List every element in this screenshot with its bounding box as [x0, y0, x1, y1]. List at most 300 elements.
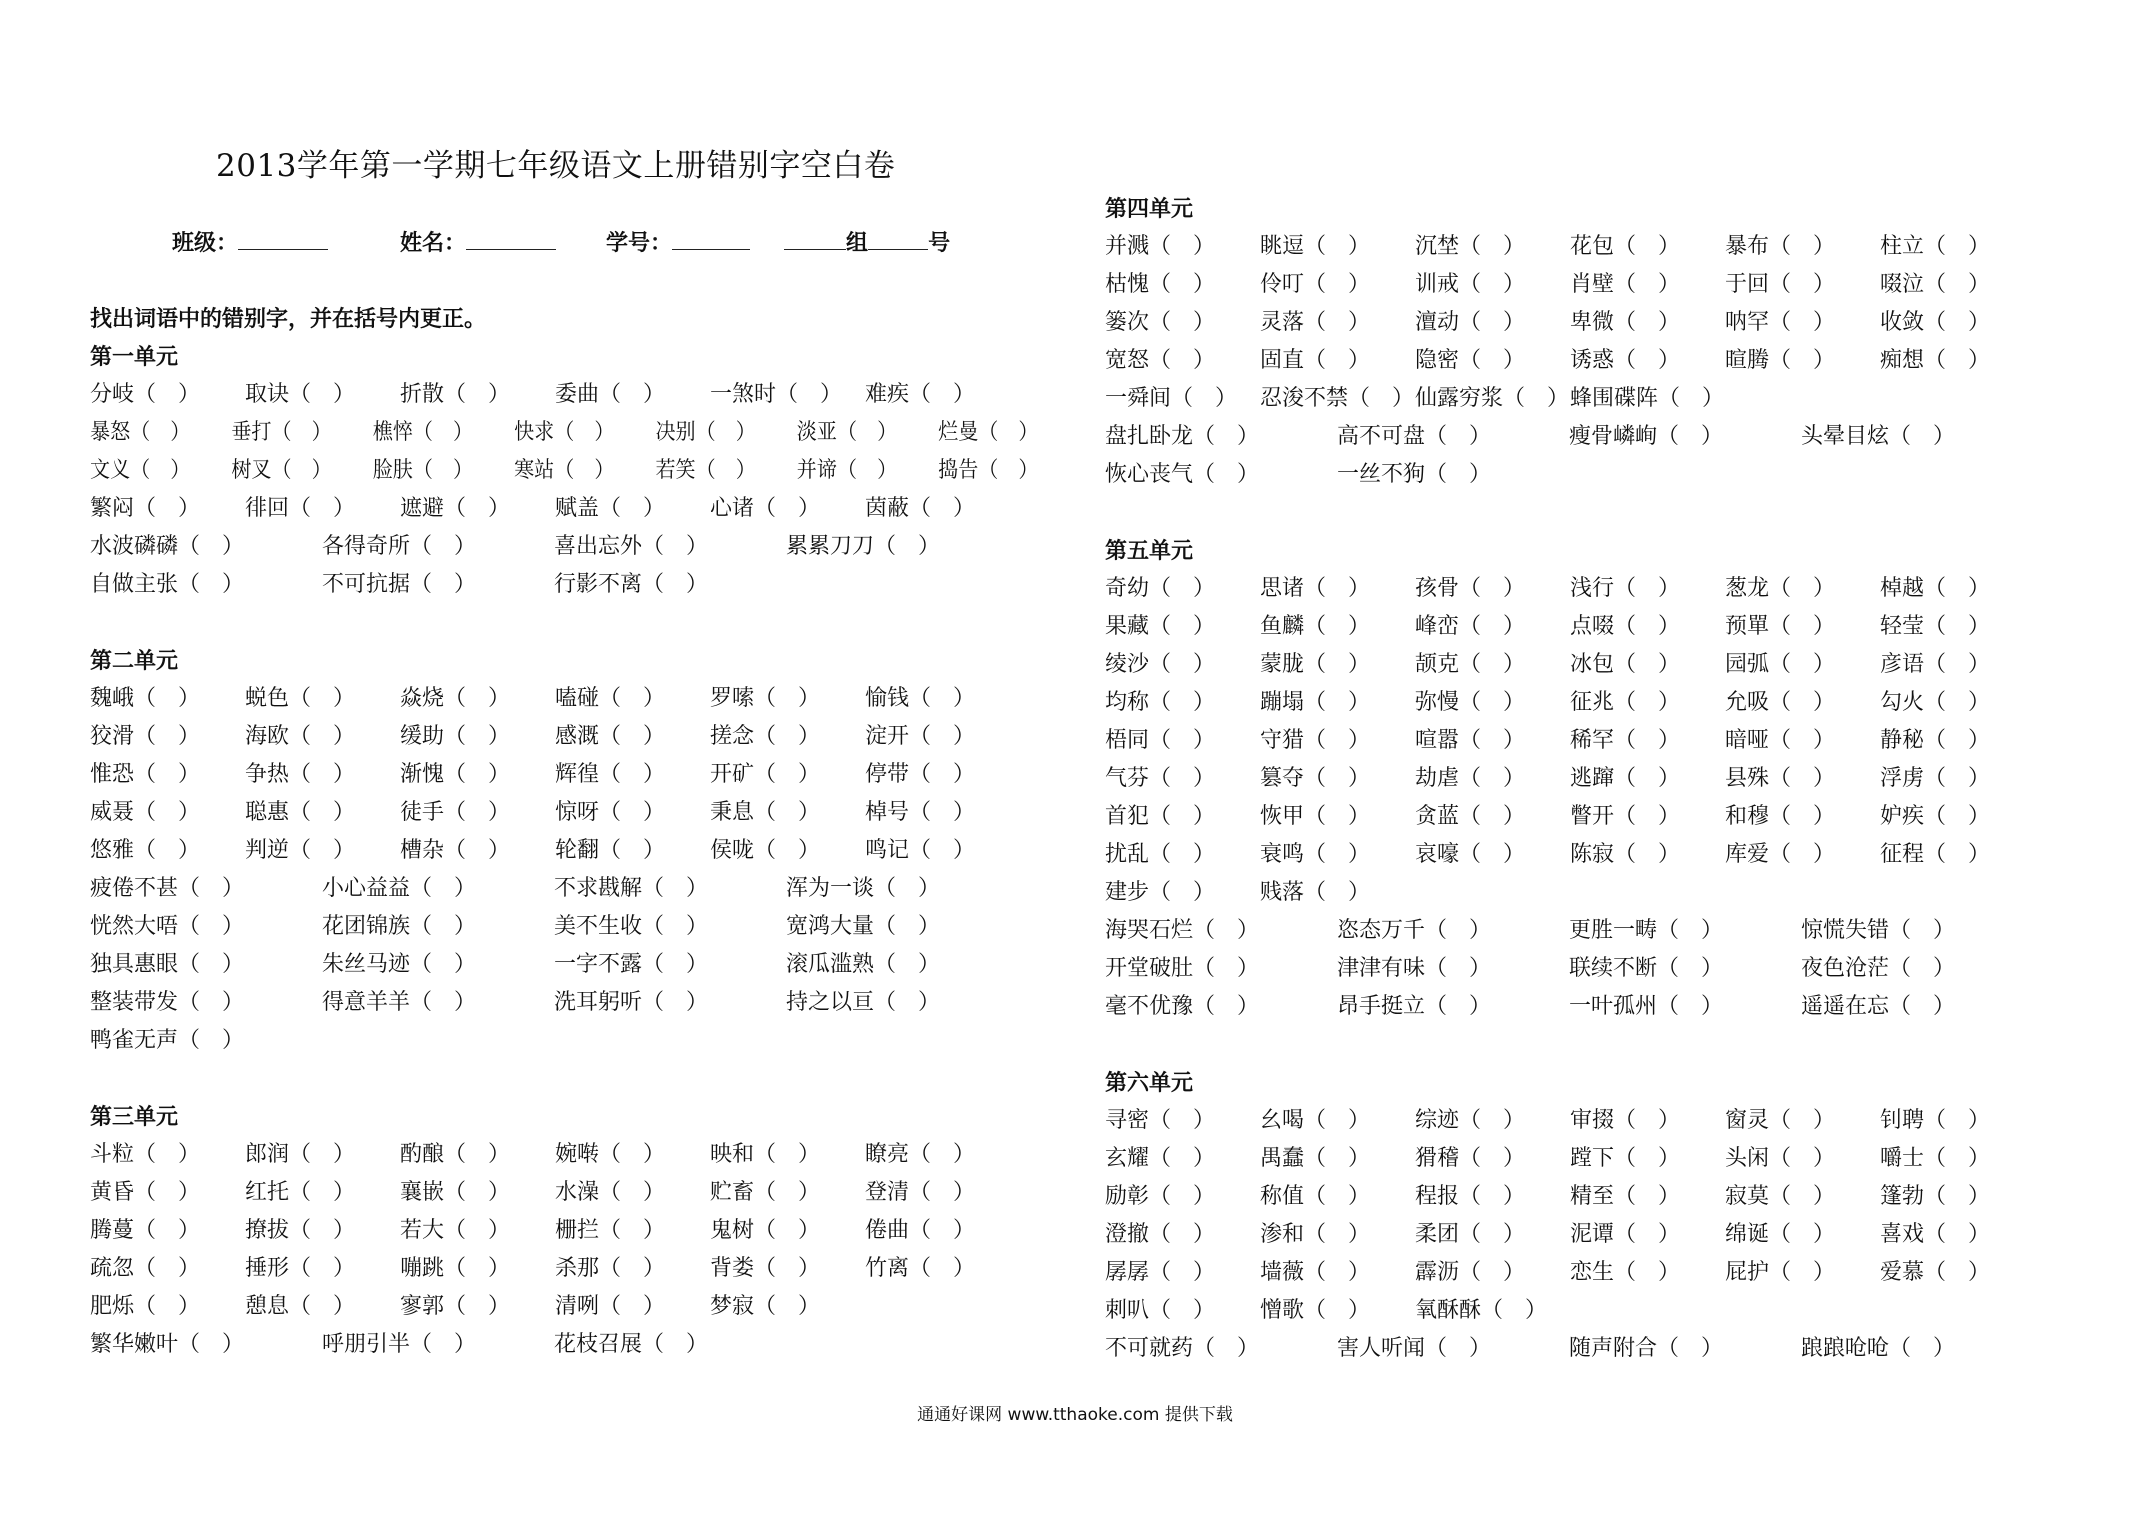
answer-blank[interactable]: （ ） [1193, 462, 1260, 487]
answer-blank[interactable]: （ ） [1614, 766, 1681, 791]
answer-blank[interactable]: （ ） [1304, 690, 1371, 715]
answer-blank[interactable]: （ ） [1924, 234, 1991, 259]
answer-blank[interactable]: （ ） [1459, 766, 1526, 791]
answer-blank[interactable]: （ ） [754, 1142, 821, 1167]
answer-blank[interactable]: （ ） [1459, 1146, 1526, 1171]
answer-blank[interactable]: （ ） [599, 1294, 666, 1319]
answer-blank[interactable]: （ ） [1614, 1146, 1681, 1171]
word-item [1725, 1178, 1880, 1216]
answer-blank[interactable]: （ ） [642, 914, 709, 939]
word-item [1880, 646, 2035, 684]
answer-blank[interactable]: （ ） [134, 1256, 201, 1281]
answer-blank[interactable]: （ ） [1193, 956, 1260, 981]
answer-blank[interactable]: （ ） [599, 800, 666, 825]
answer-blank[interactable]: （ ） [1614, 310, 1681, 335]
answer-blank[interactable]: （ ） [754, 838, 821, 863]
answer-blank[interactable]: （ ） [909, 496, 976, 521]
answer-blank[interactable]: （ ） [130, 458, 191, 483]
word-text: 淡亚 [796, 420, 837, 445]
answer-blank[interactable]: （ ） [1304, 614, 1371, 639]
answer-blank[interactable]: （ ） [1304, 1146, 1371, 1171]
answer-blank[interactable]: （ ） [444, 762, 511, 787]
answer-blank[interactable]: （ ） [1924, 842, 1991, 867]
answer-blank[interactable]: （ ） [289, 1218, 356, 1243]
answer-blank[interactable]: （ ） [1304, 842, 1371, 867]
answer-blank[interactable]: （ ） [134, 1294, 201, 1319]
answer-blank[interactable]: （ ） [134, 724, 201, 749]
answer-blank[interactable]: （ ） [134, 382, 201, 407]
answer-blank[interactable]: （ ） [1889, 956, 1956, 981]
answer-blank[interactable]: （ ） [1193, 424, 1260, 449]
answer-blank[interactable]: （ ） [754, 724, 821, 749]
answer-blank[interactable]: （ ） [874, 952, 941, 977]
answer-blank[interactable]: （ ） [1924, 804, 1991, 829]
answer-blank[interactable]: （ ） [1149, 1184, 1216, 1209]
answer-blank[interactable]: （ ） [695, 420, 756, 445]
answer-blank[interactable]: （ ） [1149, 272, 1216, 297]
answer-blank[interactable]: （ ） [1924, 1222, 1991, 1247]
answer-blank[interactable]: （ ） [754, 1256, 821, 1281]
word-item [1570, 722, 1725, 760]
word-item [1337, 988, 1569, 1026]
answer-blank[interactable]: （ ） [134, 838, 201, 863]
answer-blank[interactable]: （ ） [410, 952, 477, 977]
answer-blank[interactable]: （ ） [1657, 994, 1724, 1019]
answer-blank[interactable]: （ ） [642, 952, 709, 977]
answer-blank[interactable]: （ ） [554, 420, 615, 445]
answer-blank[interactable]: （ ） [1657, 424, 1724, 449]
answer-blank[interactable]: （ ） [1614, 348, 1681, 373]
answer-blank[interactable]: （ ） [1425, 918, 1492, 943]
answer-blank[interactable]: （ ） [412, 420, 474, 445]
answer-blank[interactable]: （ ） [1149, 766, 1216, 791]
answer-blank[interactable]: （ ） [978, 458, 1039, 483]
answer-blank[interactable]: （ ） [1304, 1260, 1371, 1285]
answer-blank[interactable]: （ ） [1459, 842, 1526, 867]
answer-blank[interactable]: （ ） [909, 1256, 976, 1281]
answer-blank[interactable]: （ ） [1149, 576, 1216, 601]
answer-blank[interactable]: （ ） [1149, 1146, 1216, 1171]
answer-blank[interactable]: （ ） [130, 420, 191, 445]
unit-heading: 第五单元 [1105, 538, 1194, 564]
answer-blank[interactable]: （ ） [1614, 272, 1681, 297]
answer-blank[interactable]: （ ） [1149, 652, 1216, 677]
word-item [1105, 874, 1260, 912]
word-item [1880, 798, 2035, 836]
answer-blank[interactable]: （ ） [1149, 880, 1216, 905]
answer-blank[interactable]: （ ） [599, 496, 666, 521]
answer-blank[interactable]: （ ） [1614, 576, 1681, 601]
answer-blank[interactable]: （ ） [444, 1256, 511, 1281]
answer-blank[interactable]: （ ） [271, 420, 332, 445]
answer-blank[interactable]: （ ） [1769, 1108, 1836, 1133]
answer-blank[interactable]: （ ） [134, 800, 201, 825]
word-item [90, 1326, 322, 1364]
answer-blank[interactable]: （ ） [444, 382, 511, 407]
answer-blank[interactable]: （ ） [1769, 842, 1836, 867]
answer-blank[interactable]: （ ） [1481, 1298, 1548, 1323]
answer-blank[interactable]: （ ） [1304, 1298, 1371, 1323]
answer-blank[interactable]: （ ） [178, 572, 245, 597]
answer-blank[interactable]: （ ） [1149, 310, 1216, 335]
answer-blank[interactable]: （ ） [410, 534, 477, 559]
answer-blank[interactable]: （ ） [289, 800, 356, 825]
word-text: 津津有味 [1337, 956, 1426, 981]
answer-blank[interactable]: （ ） [1924, 690, 1991, 715]
answer-blank[interactable]: （ ） [1924, 348, 1991, 373]
answer-blank[interactable]: （ ） [1149, 348, 1216, 373]
answer-blank[interactable]: （ ） [1924, 614, 1991, 639]
answer-blank[interactable]: （ ） [642, 990, 709, 1015]
answer-blank[interactable]: （ ） [909, 382, 976, 407]
answer-blank[interactable]: （ ） [289, 1142, 356, 1167]
answer-blank[interactable]: （ ） [1304, 1222, 1371, 1247]
answer-blank[interactable]: （ ） [134, 1180, 201, 1205]
answer-blank[interactable]: （ ） [599, 838, 666, 863]
answer-blank[interactable]: （ ） [599, 1142, 666, 1167]
answer-blank[interactable]: （ ） [1149, 728, 1216, 753]
answer-blank[interactable]: （ ） [178, 914, 245, 939]
answer-blank[interactable]: （ ） [1459, 1184, 1526, 1209]
word-item [400, 1212, 555, 1250]
answer-blank[interactable]: （ ） [271, 458, 332, 483]
answer-blank[interactable]: （ ） [1924, 576, 1991, 601]
answer-blank[interactable]: （ ） [289, 1180, 356, 1205]
answer-blank[interactable]: （ ） [1304, 728, 1371, 753]
word-text: 呐罕 [1725, 310, 1770, 335]
answer-blank[interactable]: （ ） [776, 382, 843, 407]
answer-blank[interactable]: （ ） [410, 914, 477, 939]
answer-blank[interactable]: （ ） [1889, 994, 1956, 1019]
answer-blank[interactable]: （ ） [642, 534, 709, 559]
answer-blank[interactable]: （ ） [1149, 842, 1216, 867]
answer-blank[interactable]: （ ） [410, 572, 477, 597]
answer-blank[interactable]: （ ） [444, 1180, 511, 1205]
answer-blank[interactable]: （ ） [134, 686, 201, 711]
answer-blank[interactable]: （ ） [1304, 234, 1371, 259]
answer-blank[interactable]: （ ） [1459, 1222, 1526, 1247]
answer-blank[interactable]: （ ） [754, 1218, 821, 1243]
answer-blank[interactable]: （ ） [444, 838, 511, 863]
answer-blank[interactable]: （ ） [289, 724, 356, 749]
word-text: 一丝不狗 [1337, 462, 1426, 487]
answer-blank[interactable]: （ ） [1304, 804, 1371, 829]
answer-blank[interactable]: （ ） [978, 420, 1039, 445]
answer-blank[interactable]: （ ） [178, 1028, 245, 1053]
word-item [1105, 1216, 1260, 1254]
answer-blank[interactable]: （ ） [289, 496, 356, 521]
word-text: 彦语 [1880, 652, 1925, 677]
answer-blank[interactable]: （ ） [754, 762, 821, 787]
answer-blank[interactable]: （ ） [1459, 272, 1526, 297]
answer-blank[interactable]: （ ） [444, 1142, 511, 1167]
answer-blank[interactable]: （ ） [1614, 804, 1681, 829]
answer-blank[interactable]: （ ） [1149, 1298, 1216, 1323]
word-text: 惊呀 [555, 800, 600, 825]
answer-blank[interactable]: （ ） [1614, 234, 1681, 259]
word-item [90, 794, 245, 832]
answer-blank[interactable]: （ ） [1924, 1146, 1991, 1171]
answer-blank[interactable]: （ ） [1193, 994, 1260, 1019]
word-item [1260, 646, 1415, 684]
answer-blank[interactable]: （ ） [1459, 1260, 1526, 1285]
word-text: 水澡 [555, 1180, 600, 1205]
answer-blank[interactable]: （ ） [1614, 690, 1681, 715]
answer-blank[interactable]: （ ） [1614, 728, 1681, 753]
word-text: 渐愧 [400, 762, 445, 787]
answer-blank[interactable]: （ ） [909, 1180, 976, 1205]
answer-blank[interactable]: （ ） [874, 876, 941, 901]
answer-blank[interactable]: （ ） [1769, 348, 1836, 373]
word-text: 栅拦 [555, 1218, 600, 1243]
answer-blank[interactable]: （ ） [1459, 614, 1526, 639]
answer-blank[interactable]: （ ） [134, 1142, 201, 1167]
answer-blank[interactable]: （ ） [1769, 272, 1836, 297]
word-text: 屁护 [1725, 1260, 1770, 1285]
answer-blank[interactable]: （ ） [289, 1256, 356, 1281]
answer-blank[interactable]: （ ） [1304, 880, 1371, 905]
answer-blank[interactable]: （ ） [178, 990, 245, 1015]
word-item [1260, 228, 1415, 266]
answer-blank[interactable]: （ ） [909, 838, 976, 863]
word-row [1105, 874, 2105, 912]
answer-blank[interactable]: （ ） [1304, 766, 1371, 791]
answer-blank[interactable]: （ ） [1769, 310, 1836, 335]
word-text: 冰包 [1570, 652, 1615, 677]
answer-blank[interactable]: （ ） [1425, 462, 1492, 487]
answer-blank[interactable]: （ ） [412, 458, 474, 483]
answer-blank[interactable]: （ ） [1459, 310, 1526, 335]
answer-blank[interactable]: （ ） [1769, 234, 1836, 259]
word-text: 判逆 [245, 838, 290, 863]
answer-blank[interactable]: （ ） [444, 1218, 511, 1243]
answer-blank[interactable]: （ ） [909, 1142, 976, 1167]
answer-blank[interactable]: （ ） [599, 1218, 666, 1243]
answer-blank[interactable]: （ ） [874, 914, 941, 939]
answer-blank[interactable]: （ ） [1348, 386, 1415, 411]
answer-blank[interactable]: （ ） [1149, 1260, 1216, 1285]
answer-blank[interactable]: （ ） [1304, 1108, 1371, 1133]
answer-blank[interactable]: （ ） [754, 496, 821, 521]
answer-blank[interactable]: （ ） [410, 990, 477, 1015]
answer-blank[interactable]: （ ） [1889, 1336, 1956, 1361]
answer-blank[interactable]: （ ） [1459, 234, 1526, 259]
answer-blank[interactable]: （ ） [1459, 728, 1526, 753]
answer-blank[interactable]: （ ） [1459, 652, 1526, 677]
answer-blank[interactable]: （ ） [1657, 918, 1724, 943]
answer-blank[interactable]: （ ） [599, 1256, 666, 1281]
answer-blank[interactable]: （ ） [599, 382, 666, 407]
answer-blank[interactable]: （ ） [1769, 690, 1836, 715]
answer-blank[interactable]: （ ） [599, 762, 666, 787]
answer-blank[interactable]: （ ） [1459, 804, 1526, 829]
answer-blank[interactable]: （ ） [1503, 386, 1570, 411]
word-item [1725, 684, 1880, 722]
answer-blank[interactable]: （ ） [134, 496, 201, 521]
answer-blank[interactable]: （ ） [1614, 842, 1681, 867]
word-text: 酌酿 [400, 1142, 445, 1167]
word-text: 禺蠢 [1260, 1146, 1305, 1171]
answer-blank[interactable]: （ ） [1459, 690, 1526, 715]
answer-blank[interactable]: （ ） [1614, 614, 1681, 639]
answer-blank[interactable]: （ ） [1425, 956, 1492, 981]
answer-blank[interactable]: （ ） [1304, 348, 1371, 373]
answer-blank[interactable]: （ ） [1614, 1222, 1681, 1247]
word-text: 呼朋引半 [322, 1332, 411, 1357]
answer-blank[interactable]: （ ） [178, 952, 245, 977]
answer-blank[interactable]: （ ） [909, 724, 976, 749]
answer-blank[interactable]: （ ） [874, 990, 941, 1015]
answer-blank[interactable]: （ ） [1425, 994, 1492, 1019]
answer-blank[interactable]: （ ） [1614, 1184, 1681, 1209]
answer-blank[interactable]: （ ） [444, 800, 511, 825]
answer-blank[interactable]: （ ） [1769, 766, 1836, 791]
answer-blank[interactable]: （ ） [1425, 1336, 1492, 1361]
answer-blank[interactable]: （ ） [1924, 728, 1991, 753]
answer-blank[interactable]: （ ） [1459, 1108, 1526, 1133]
answer-blank[interactable]: （ ） [1889, 424, 1956, 449]
word-item [1337, 418, 1569, 456]
word-text: 红托 [245, 1180, 290, 1205]
answer-blank[interactable]: （ ） [1924, 310, 1991, 335]
word-item [1260, 684, 1415, 722]
answer-blank[interactable]: （ ） [134, 1218, 201, 1243]
answer-blank[interactable]: （ ） [1425, 424, 1492, 449]
answer-blank[interactable]: （ ） [1924, 652, 1991, 677]
word-row [1105, 684, 2105, 722]
answer-blank[interactable]: （ ） [1769, 614, 1836, 639]
word-item [1260, 266, 1415, 304]
word-text: 自做主张 [90, 572, 179, 597]
word-text: 啜泣 [1880, 272, 1925, 297]
answer-blank[interactable]: （ ） [1769, 1184, 1836, 1209]
answer-blank[interactable]: （ ） [134, 762, 201, 787]
answer-blank[interactable]: （ ） [1149, 804, 1216, 829]
word-text: 恢甲 [1260, 804, 1305, 829]
answer-blank[interactable]: （ ） [599, 1180, 666, 1205]
answer-blank[interactable]: （ ） [754, 1294, 821, 1319]
word-text: 灵落 [1260, 310, 1305, 335]
answer-blank[interactable]: （ ） [410, 876, 477, 901]
answer-blank[interactable]: （ ） [695, 458, 756, 483]
word-item [1105, 608, 1260, 646]
answer-blank[interactable]: （ ） [1304, 576, 1371, 601]
answer-blank[interactable]: （ ） [1924, 272, 1991, 297]
answer-blank[interactable]: （ ） [1769, 804, 1836, 829]
answer-blank[interactable]: （ ） [1149, 234, 1216, 259]
answer-blank[interactable]: （ ） [1193, 1336, 1260, 1361]
word-text: 棹号 [865, 800, 910, 825]
answer-blank[interactable]: （ ） [444, 724, 511, 749]
answer-blank[interactable]: （ ） [1769, 652, 1836, 677]
answer-blank[interactable]: （ ） [289, 838, 356, 863]
answer-blank[interactable]: （ ） [1924, 1184, 1991, 1209]
answer-blank[interactable]: （ ） [1769, 1260, 1836, 1285]
answer-blank[interactable]: （ ） [554, 458, 615, 483]
word-item [797, 452, 938, 490]
answer-blank[interactable]: （ ） [289, 686, 356, 711]
word-row [90, 718, 1080, 756]
answer-blank[interactable]: （ ） [444, 686, 511, 711]
answer-blank[interactable]: （ ） [178, 1332, 245, 1357]
answer-blank[interactable]: （ ） [444, 496, 511, 521]
answer-blank[interactable]: （ ） [599, 724, 666, 749]
word-item [710, 718, 865, 756]
answer-blank[interactable]: （ ） [1657, 1336, 1724, 1361]
answer-blank[interactable]: （ ） [1149, 1222, 1216, 1247]
answer-blank[interactable]: （ ） [1459, 348, 1526, 373]
answer-blank[interactable]: （ ） [642, 1332, 709, 1357]
answer-blank[interactable]: （ ） [754, 686, 821, 711]
answer-blank[interactable]: （ ） [1924, 766, 1991, 791]
answer-blank[interactable]: （ ） [1149, 690, 1216, 715]
word-text: 憩息 [245, 1294, 290, 1319]
answer-blank[interactable]: （ ） [1171, 386, 1238, 411]
answer-blank[interactable]: （ ） [178, 534, 245, 559]
answer-blank[interactable]: （ ） [289, 1294, 356, 1319]
answer-blank[interactable]: （ ） [410, 1332, 477, 1357]
answer-blank[interactable]: （ ） [178, 876, 245, 901]
word-text: 捣告 [938, 458, 979, 483]
word-text: 澄撤 [1105, 1222, 1150, 1247]
answer-blank[interactable]: （ ） [1149, 614, 1216, 639]
answer-blank[interactable]: （ ） [1614, 1260, 1681, 1285]
word-item [90, 1174, 245, 1212]
answer-blank[interactable]: （ ） [909, 800, 976, 825]
answer-blank[interactable]: （ ） [1769, 728, 1836, 753]
answer-blank[interactable]: （ ） [1769, 1146, 1836, 1171]
answer-blank[interactable]: （ ） [836, 458, 898, 483]
answer-blank[interactable]: （ ） [1304, 310, 1371, 335]
word-row [1105, 608, 2105, 646]
answer-blank[interactable]: （ ） [289, 382, 356, 407]
answer-blank[interactable]: （ ） [1614, 1108, 1681, 1133]
answer-blank[interactable]: （ ） [1193, 918, 1260, 943]
word-item [245, 1212, 400, 1250]
answer-blank[interactable]: （ ） [1924, 1108, 1991, 1133]
answer-blank[interactable]: （ ） [1924, 1260, 1991, 1285]
word-item [555, 794, 710, 832]
answer-blank[interactable]: （ ） [1614, 652, 1681, 677]
answer-blank[interactable]: （ ） [1304, 652, 1371, 677]
answer-blank[interactable]: （ ） [1657, 956, 1724, 981]
answer-blank[interactable]: （ ） [1304, 1184, 1371, 1209]
word-item [90, 680, 245, 718]
answer-blank[interactable]: （ ） [1304, 272, 1371, 297]
answer-blank[interactable]: （ ） [1459, 576, 1526, 601]
answer-blank[interactable]: （ ） [1889, 918, 1956, 943]
answer-blank[interactable]: （ ） [642, 876, 709, 901]
answer-blank[interactable]: （ ） [909, 762, 976, 787]
word-text: 赋盖 [555, 496, 600, 521]
answer-blank[interactable]: （ ） [444, 1294, 511, 1319]
answer-blank[interactable]: （ ） [909, 686, 976, 711]
word-item [1105, 304, 1260, 342]
answer-blank[interactable]: （ ） [642, 572, 709, 597]
answer-blank[interactable]: （ ） [1658, 386, 1725, 411]
answer-blank[interactable]: （ ） [874, 534, 941, 559]
word-item [373, 452, 514, 490]
answer-blank[interactable]: （ ） [754, 1180, 821, 1205]
answer-blank[interactable]: （ ） [909, 1218, 976, 1243]
answer-blank[interactable]: （ ） [836, 420, 898, 445]
answer-blank[interactable]: （ ） [754, 800, 821, 825]
answer-blank[interactable]: （ ） [289, 762, 356, 787]
answer-blank[interactable]: （ ） [1149, 1108, 1216, 1133]
answer-blank[interactable]: （ ） [1769, 1222, 1836, 1247]
answer-blank[interactable]: （ ） [1769, 576, 1836, 601]
answer-blank[interactable]: （ ） [599, 686, 666, 711]
